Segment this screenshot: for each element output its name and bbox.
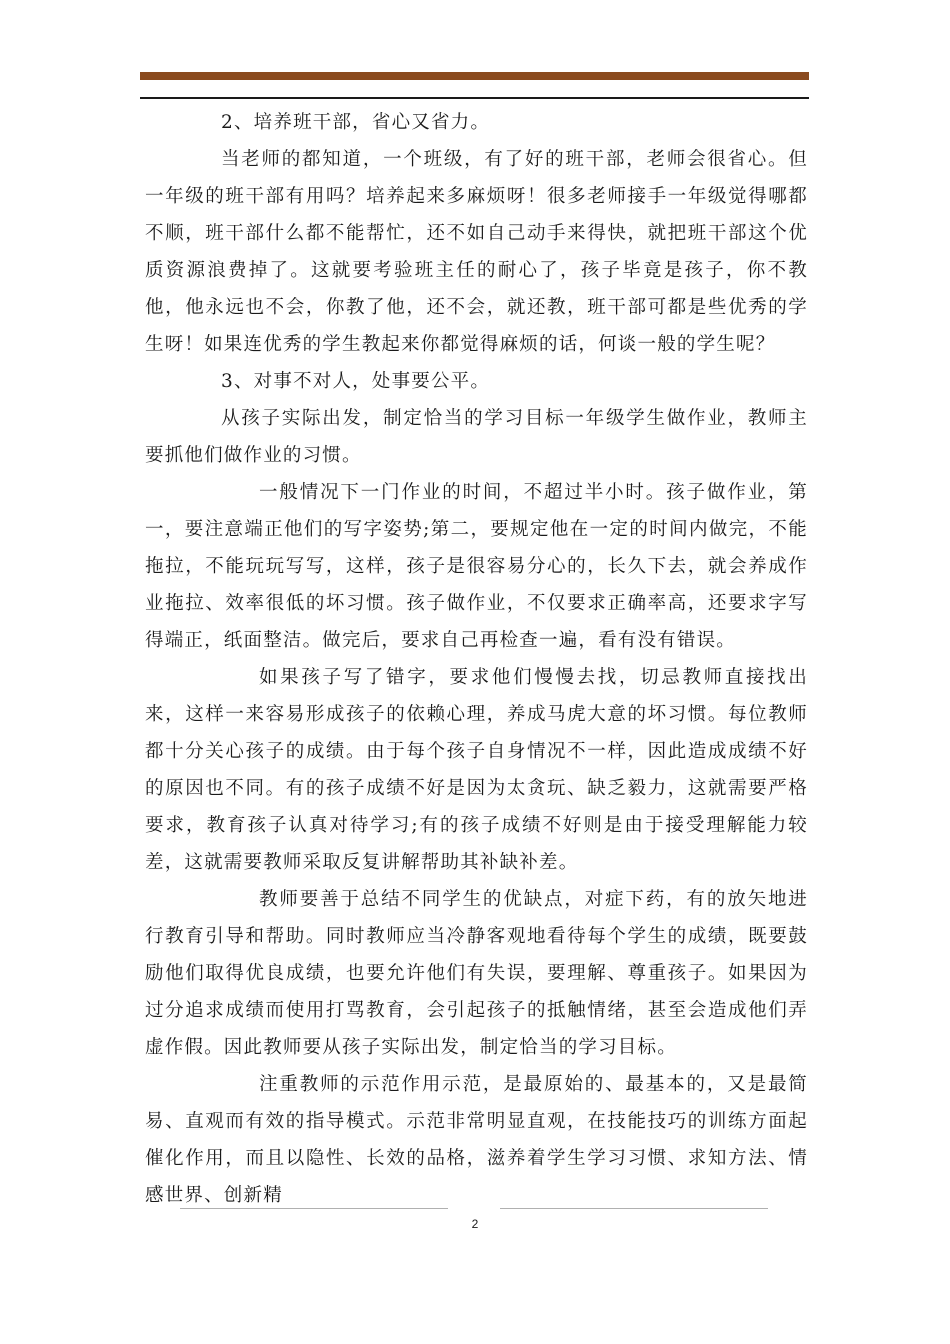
heading-3: 3、对事不对人，处事要公平。 bbox=[221, 371, 491, 392]
paragraph: 当老师的都知道，一个班级，有了好的班干部，老师会很省心。但一年级的班干部有用吗？培养起来多麻烦呀！很多老师接手一年级觉得哪都不顺，班干部什么都不能帮忙，还不如自己动手来得快，就把班干部这个优质资源浪费掉了。这就要考验班主任的耐心了，孩子毕竟是孩子，你不教他，他永远也不会，你教了他，还不会，就还教，班干部可都是些优秀的学生呀！如果连优秀的学生教起来你都觉得麻烦的话，何谈一般的学生呢？ bbox=[145, 149, 808, 355]
document-body bbox=[145, 104, 808, 1214]
footer-rule-right bbox=[500, 1208, 768, 1209]
page-number: 2 bbox=[471, 1217, 479, 1231]
footer-rule-left bbox=[180, 1208, 448, 1209]
paragraph: 教师要善于总结不同学生的优缺点，对症下药，有的放矢地进行教育引导和帮助。同时教师应当冷静客观地看待每个学生的成绩，既要鼓励他们取得优良成绩，也要允许他们有失误，要理解、尊重孩子。如果因为过分追求成绩而使用打骂教育，会引起孩子的抵触情绪，甚至会造成他们弄虚作假。因此教师要从孩子实际出发，制定恰当的学习目标。 bbox=[145, 889, 808, 1058]
heading-2: 2、培养班干部，省心又省力。 bbox=[221, 112, 491, 133]
paragraph: 一般情况下一门作业的时间，不超过半小时。孩子做作业，第一，要注意端正他们的写字姿势;第二，要规定他在一定的时间内做完，不能拖拉，不能玩玩写写，这样，孩子是很容易分心的，长久下去，就会养成作业拖拉、效率很低的坏习惯。孩子做作业，不仅要求正确率高，还要求字写得端正，纸面整洁。做完后，要求自己再检查一遍，看有没有错误。 bbox=[145, 482, 808, 651]
header-rule-thin bbox=[140, 97, 809, 99]
header-rule-thick bbox=[140, 72, 809, 80]
paragraph: 如果孩子写了错字，要求他们慢慢去找，切忌教师直接找出来，这样一来容易形成孩子的依赖心理，养成马虎大意的坏习惯。每位教师都十分关心孩子的成绩。由于每个孩子自身情况不一样，因此造成成绩不好的原因也不同。有的孩子成绩不好是因为太贪玩、缺乏毅力，这就需要严格要求，教育孩子认真对待学习;有的孩子成绩不好则是由于接受理解能力较差，这就需要教师采取反复讲解帮助其补缺补差。 bbox=[145, 667, 808, 873]
paragraph: 从孩子实际出发，制定恰当的学习目标一年级学生做作业，教师主要抓他们做作业的习惯。 bbox=[145, 408, 808, 466]
paragraph: 注重教师的示范作用示范，是最原始的、最基本的，又是最简易、直观而有效的指导模式。示范非常明显直观，在技能技巧的训练方面起催化作用，而且以隐性、长效的品格，滋养着学生学习习惯、求知方法、情感世界、创新精 bbox=[145, 1074, 808, 1206]
